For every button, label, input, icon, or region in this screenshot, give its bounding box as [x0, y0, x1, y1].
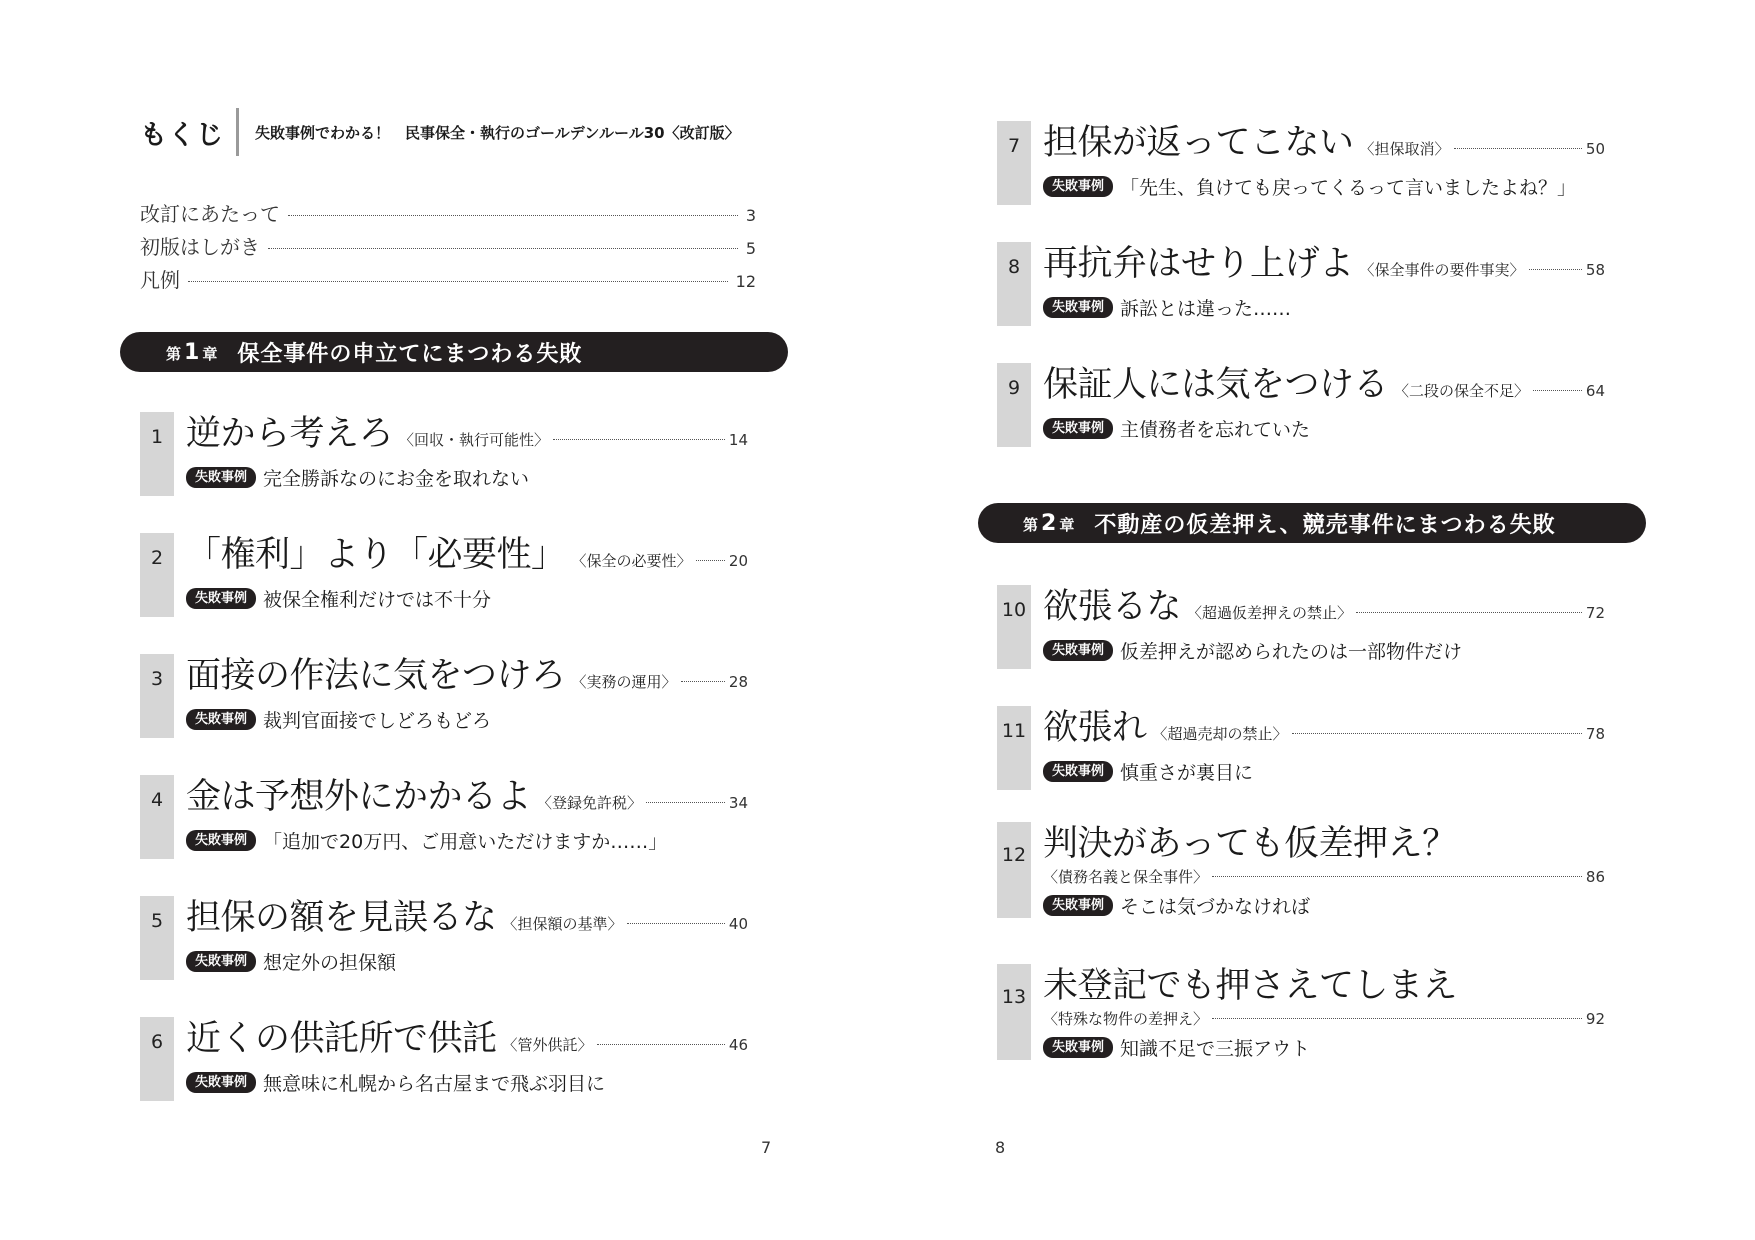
entry-number-bar [997, 242, 1031, 326]
toc-entry-2[interactable] [140, 533, 770, 617]
toc-entry-10[interactable] [997, 585, 1627, 669]
leader-dots [696, 560, 725, 561]
page-number: 5 [745, 239, 756, 258]
entry-title-line [1043, 964, 1605, 1004]
front-matter [140, 198, 756, 297]
entry-number-bar [140, 533, 174, 617]
failure-case-text: 想定外の担保額 [263, 952, 397, 974]
page-number: 86 [1585, 868, 1605, 886]
entry-subtitle-line [1043, 866, 1605, 886]
entry-title-line [186, 775, 748, 819]
failure-case-badge: 失敗事例 [186, 467, 256, 488]
failure-case-badge: 失敗事例 [1043, 297, 1113, 318]
toc-title: もくじ [140, 119, 224, 151]
header-divider [236, 108, 239, 156]
entry-title: 未登記でも押さえてしまえ [1043, 966, 1458, 1006]
entry-number-bar [997, 585, 1031, 669]
entry-subtitle: 〈超過売却の禁止〉 [1152, 725, 1288, 743]
entry-number-bar [140, 896, 174, 980]
failure-case-line [186, 706, 491, 733]
entry-title-line [186, 412, 748, 456]
failure-case-text: 知識不足で三振アウト [1120, 1038, 1311, 1060]
right-page-number: 8 [995, 1138, 1006, 1157]
failure-case-badge: 失敗事例 [1043, 418, 1113, 439]
entry-title-line [1043, 822, 1605, 862]
leader-dots [646, 802, 725, 803]
leader-dots [1212, 1018, 1582, 1019]
entry-subtitle: 〈保全の必要性〉 [571, 552, 692, 570]
entry-subtitle: 〈債務名義と保全事件〉 [1043, 868, 1209, 886]
entry-title-line [186, 654, 748, 698]
failure-case-line [1043, 294, 1291, 321]
failure-case-line [186, 827, 667, 854]
failure-case-line [1043, 758, 1253, 785]
entry-number-bar [140, 1017, 174, 1101]
entry-subtitle: 〈超過仮差押えの禁止〉 [1187, 604, 1353, 622]
entry-subtitle: 〈登録免許税〉 [537, 794, 643, 812]
entry-number: 11 [1001, 720, 1027, 742]
entry-number: 12 [1001, 844, 1027, 866]
failure-case-text: 完全勝訴なのにお金を取れない [263, 468, 530, 490]
leader-dots [188, 281, 728, 282]
entry-title-line [1043, 706, 1605, 750]
front-matter-label: 改訂にあたって [140, 202, 280, 226]
failure-case-text: 仮差押えが認められたのは一部物件だけ [1120, 641, 1463, 663]
failure-case-text: 主債務者を忘れていた [1120, 419, 1311, 441]
chapter-title: 不動産の仮差押え、競売事件にまつわる失敗 [1094, 512, 1556, 538]
failure-case-badge: 失敗事例 [186, 830, 256, 851]
failure-case-text: 裁判官面接でしどろもどろ [263, 710, 492, 732]
entry-title: 近くの供託所で供託 [186, 1019, 497, 1059]
entry-title: 担保の額を見誤るな [186, 898, 497, 938]
entry-title-line [186, 533, 748, 577]
chapter-suffix: 章 [202, 344, 218, 363]
entry-number-bar [997, 822, 1031, 918]
entry-title: 「権利」より「必要性」 [186, 535, 566, 575]
entry-number-bar [997, 964, 1031, 1060]
leader-dots [1292, 733, 1582, 734]
failure-case-badge: 失敗事例 [1043, 761, 1113, 782]
entry-subtitle: 〈保全事件の要件事実〉 [1359, 261, 1525, 279]
entry-subtitle: 〈二段の保全不足〉 [1394, 382, 1530, 400]
failure-case-badge: 失敗事例 [186, 1072, 256, 1093]
leader-dots [1212, 876, 1582, 877]
entry-title: 判決があっても仮差押え？ [1043, 824, 1457, 864]
failure-case-text: 訴訟とは違った…… [1120, 298, 1292, 320]
chapter-title: 保全事件の申立てにまつわる失敗 [237, 341, 583, 367]
entry-number: 4 [150, 789, 164, 811]
page-number: 14 [728, 431, 748, 449]
chapter-prefix: 第 [1023, 515, 1039, 534]
leader-dots [597, 1044, 725, 1045]
entry-subtitle: 〈管外供託〉 [502, 1036, 593, 1054]
entry-title: 逆から考えろ [186, 414, 394, 454]
entry-number: 1 [150, 426, 164, 448]
page-number: 12 [735, 272, 756, 291]
failure-case-badge: 失敗事例 [1043, 176, 1113, 197]
toc-entry-4[interactable] [140, 775, 770, 859]
failure-case-line [186, 585, 491, 612]
page-number: 28 [728, 673, 748, 691]
front-matter-item[interactable] [140, 198, 756, 231]
entry-number-bar [997, 363, 1031, 447]
failure-case-text: 無意味に札幌から名古屋まで飛ぶ羽目に [263, 1073, 606, 1095]
toc-entry-8[interactable] [997, 242, 1627, 326]
failure-case-text: 慎重さが裏目に [1120, 762, 1254, 784]
leader-dots [627, 923, 725, 924]
failure-case-line [1043, 1034, 1310, 1061]
leader-dots [681, 681, 725, 682]
entry-number: 3 [150, 668, 164, 690]
entry-subtitle: 〈実務の運用〉 [571, 673, 677, 691]
failure-case-badge: 失敗事例 [186, 951, 256, 972]
leader-dots [1529, 269, 1582, 270]
failure-case-text: 被保全権利だけでは不十分 [263, 589, 492, 611]
failure-case-badge: 失敗事例 [1043, 895, 1113, 916]
entry-title: 欲張るな [1043, 587, 1182, 627]
entry-subtitle: 〈回収・執行可能性〉 [399, 431, 550, 449]
front-matter-label: 初版はしがき [140, 235, 260, 259]
toc-entry-7[interactable] [997, 121, 1627, 205]
chapter-suffix: 章 [1059, 515, 1075, 534]
page-number: 78 [1585, 725, 1605, 743]
entry-number: 8 [1007, 256, 1021, 278]
page-number: 58 [1585, 261, 1605, 279]
leader-dots [268, 248, 738, 249]
entry-title: 保証人には気をつける [1043, 365, 1389, 405]
chapter-number [166, 340, 217, 365]
chapter-digit: 1 [184, 339, 200, 365]
page-number: 20 [728, 552, 748, 570]
toc-header [140, 106, 740, 158]
front-matter-item[interactable] [140, 231, 756, 264]
entry-title-line [1043, 242, 1605, 286]
entry-title-line [1043, 585, 1605, 629]
toc-entry-6[interactable] [140, 1017, 770, 1101]
entry-number: 10 [1001, 599, 1027, 621]
toc-entry-9[interactable] [997, 363, 1627, 447]
entry-number-bar [997, 121, 1031, 205]
page-number: 50 [1585, 140, 1605, 158]
failure-case-line [1043, 892, 1310, 919]
page-number: 34 [728, 794, 748, 812]
front-matter-item[interactable] [140, 264, 756, 297]
entry-subtitle: 〈特殊な物件の差押え〉 [1043, 1010, 1209, 1028]
chapter-1-banner[interactable] [120, 332, 788, 372]
entry-title: 担保が返ってこない [1043, 123, 1354, 163]
entry-number-bar [140, 775, 174, 859]
entry-subtitle: 〈担保取消〉 [1359, 140, 1450, 158]
toc-entry-13[interactable] [997, 964, 1627, 1060]
front-matter-label: 凡例 [140, 268, 180, 292]
failure-case-line [186, 1069, 605, 1096]
failure-case-text: 「先生、負けても戻ってくるって言いましたよね？」 [1120, 177, 1577, 199]
entry-subtitle-line [1043, 1008, 1605, 1028]
toc-entry-3[interactable] [140, 654, 770, 738]
failure-case-badge: 失敗事例 [186, 709, 256, 730]
book-title: 失敗事例でわかる！ 民事保全・執行のゴールデンルール30〈改訂版〉 [255, 123, 740, 142]
page-number: 64 [1585, 382, 1605, 400]
entry-title-line [186, 896, 748, 940]
toc-entry-11[interactable] [997, 706, 1627, 790]
failure-case-line [186, 948, 396, 975]
entry-number: 5 [150, 910, 164, 932]
page-number: 3 [745, 206, 756, 225]
left-page-number: 7 [761, 1138, 772, 1157]
entry-number: 9 [1007, 377, 1021, 399]
page-number: 46 [728, 1036, 748, 1054]
failure-case-line [186, 464, 529, 491]
entry-title-line [186, 1017, 748, 1061]
leader-dots [1356, 612, 1582, 613]
entry-title-line [1043, 121, 1605, 165]
entry-number-bar [997, 706, 1031, 790]
leader-dots [1454, 148, 1582, 149]
failure-case-text: 「追加で20万円、ご用意いただけますか……」 [263, 831, 668, 853]
entry-title: 金は予想外にかかるよ [186, 777, 532, 817]
entry-number: 2 [150, 547, 164, 569]
entry-title: 再抗弁はせり上げよ [1043, 244, 1354, 284]
entry-number: 7 [1007, 135, 1021, 157]
entry-number: 6 [150, 1031, 164, 1053]
entry-number-bar [140, 654, 174, 738]
page-number: 40 [728, 915, 748, 933]
failure-case-badge: 失敗事例 [186, 588, 256, 609]
entry-title: 面接の作法に気をつけろ [186, 656, 566, 696]
failure-case-line [1043, 637, 1462, 664]
leader-dots [1533, 390, 1582, 391]
toc-entry-12[interactable] [997, 822, 1627, 918]
chapter-digit: 2 [1041, 510, 1057, 536]
chapter-2-banner[interactable] [978, 503, 1646, 543]
failure-case-badge: 失敗事例 [1043, 1037, 1113, 1058]
entry-title-line [1043, 363, 1605, 407]
page-number: 92 [1585, 1010, 1605, 1028]
failure-case-badge: 失敗事例 [1043, 640, 1113, 661]
chapter-prefix: 第 [166, 344, 182, 363]
entry-subtitle: 〈担保額の基準〉 [502, 915, 623, 933]
failure-case-line [1043, 173, 1576, 200]
failure-case-line [1043, 415, 1310, 442]
leader-dots [288, 215, 738, 216]
leader-dots [553, 439, 725, 440]
page-number: 72 [1585, 604, 1605, 622]
failure-case-text: そこは気づかなければ [1120, 896, 1311, 918]
entry-title: 欲張れ [1043, 708, 1147, 748]
entry-number-bar [140, 412, 174, 496]
chapter-number [1023, 511, 1074, 536]
toc-entry-1[interactable] [140, 412, 770, 496]
toc-entry-5[interactable] [140, 896, 770, 980]
entry-number: 13 [1001, 986, 1027, 1008]
